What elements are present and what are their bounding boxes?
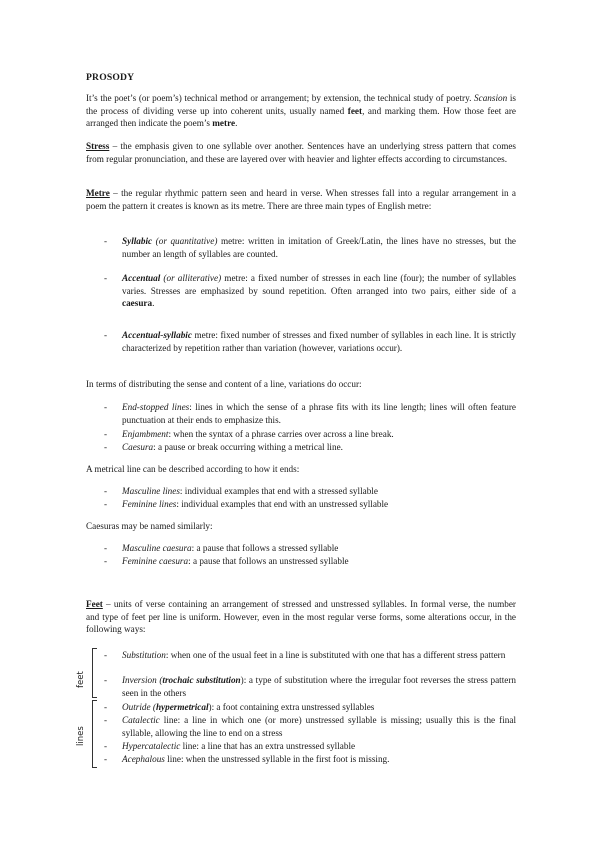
list-item: - End-stopped lines: lines in which the sense of a phrase fits with its line length; lines will often feature punctuation at their ends to emphasize this.: [104, 402, 516, 425]
list-item: - Masculine lines: individual examples that end with a stressed syllable: [104, 486, 378, 496]
list-item: - Syllabic (or quantitative) metre: written in imitation of Greek/Latin, the lines have no stresses, but the number an length of syllables are counted.: [104, 236, 516, 259]
page-title: PROSODY: [86, 72, 135, 83]
list-item: - Catalectic line: a line in which one (or more) unstressed syllable is missing; usually this is the final syllable, allowing the line to end on a stress: [104, 715, 516, 738]
metre-term: Metre: [86, 188, 110, 198]
lines-side-label: lines: [76, 726, 86, 746]
stress-term: Stress: [86, 141, 110, 151]
list-item: - Caesura: a pause or break occurring withing a metrical line.: [104, 442, 343, 452]
feet-side-label: feet: [76, 671, 86, 688]
list-item: - Outride (hypermetrical): a foot containing extra unstressed syllables: [104, 702, 375, 712]
feet-bracket: [92, 648, 97, 698]
distribution-intro: In terms of distributing the sense and content of a line, variations do occur:: [86, 379, 362, 389]
list-item: - Acephalous line: when the unstressed syllable in the first foot is missing.: [104, 754, 390, 764]
intro-paragraph: It’s the poet’s (or poem’s) technical method or arrangement; by extension, the technical study of poetry. Scansion is the process of dividing verse up into coherent units, usually named feet, and marking them. How those feet are arranged then indicate the poem’s metre.: [86, 93, 517, 129]
feet-term: Feet: [86, 599, 103, 609]
list-item: - Substitution: when one of the usual feet in a line is substituted with one that has a different stress pattern: [104, 650, 506, 660]
caesuras-intro: Caesuras may be named similarly:: [86, 521, 213, 531]
list-item: - Accentual-syllabic metre: fixed number of stresses and fixed number of syllables in each line. It is strictly characterized by repetition rather than variation (however, variations occur).: [104, 330, 517, 353]
list-item: - Hypercatalectic line: a line that has an extra unstressed syllable: [104, 741, 356, 751]
list-item: - Feminine caesura: a pause that follows an unstressed syllable: [104, 556, 349, 566]
stress-paragraph: Stress – the emphasis given to one syllable over another. Sentences have an underlying stress pattern that comes from regular pronunciation, and these are layered over with heavier and lighter effects according to circumstances.: [86, 141, 516, 164]
list-item: - Accentual (or alliterative) metre: a fixed number of stresses in each line (four); the number of syllables varies. Stresses are emphasized by sound repetition. Often arranged into two pairs, either side of a caesura.: [104, 273, 517, 309]
list-item: - Enjambment: when the syntax of a phrase carries over across a line break.: [104, 429, 394, 439]
lines-bracket: [92, 700, 97, 768]
list-item: - Masculine caesura: a pause that follows a stressed syllable: [104, 543, 339, 553]
endings-intro: A metrical line can be described according to how it ends:: [86, 464, 300, 474]
list-item: - Feminine lines: individual examples that end with an unstressed syllable: [104, 499, 389, 509]
feet-paragraph: Feet – units of verse containing an arrangement of stressed and unstressed syllables. In formal verse, the number and type of feet per line is uniform. However, even in the most regular verse forms, some alterations occur, in the following ways:: [86, 599, 516, 635]
metre-paragraph: Metre – the regular rhythmic pattern seen and heard in verse. When stresses fall into a regular arrangement in a poem the pattern it creates is known as its metre. There are three main types of English metre:: [86, 188, 517, 211]
list-item: - Inversion (trochaic substitution): a type of substitution where the irregular foot reverses the stress pattern seen in the others: [104, 675, 516, 698]
